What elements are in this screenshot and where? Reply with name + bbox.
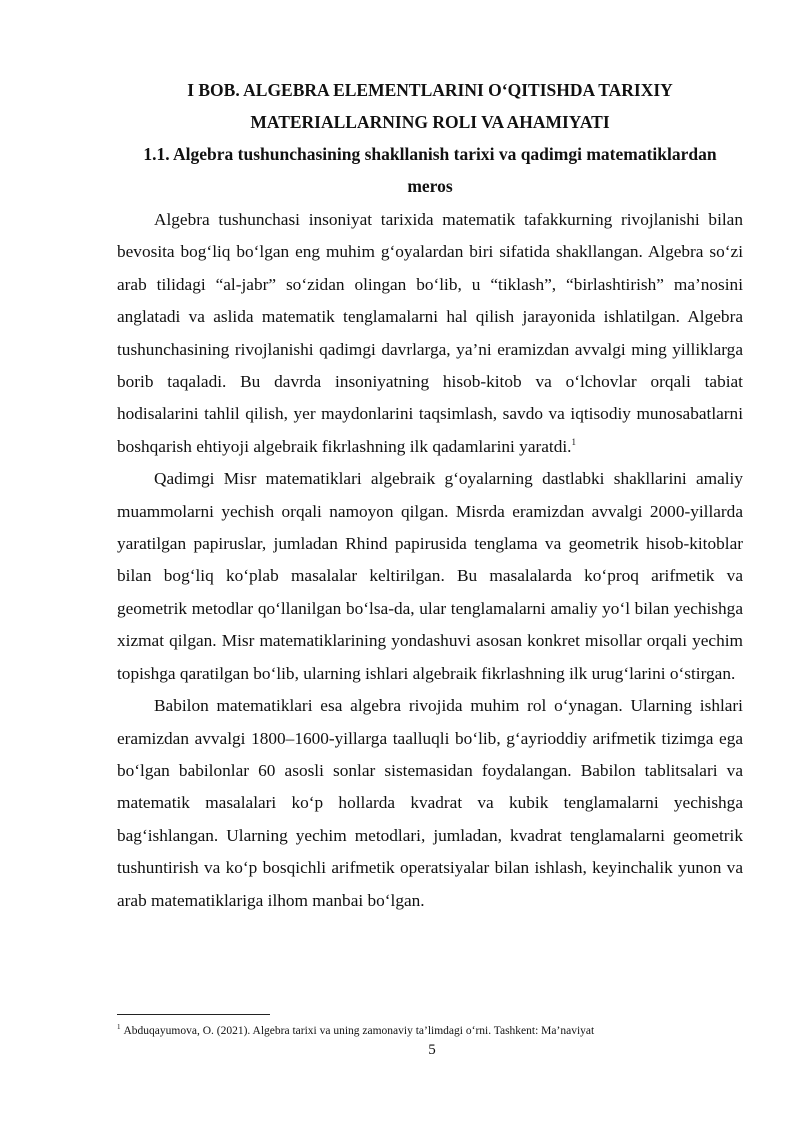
chapter-title-line-1: I BOB. ALGEBRA ELEMENTLARINI O‘QITISHDA TARIXIY: [187, 80, 673, 100]
paragraph-1-text: Algebra tushunchasi insoniyat tarixida matematik tafakkurning rivojlanishi bilan bevosita bog‘liq bo‘lgan eng muhim g‘oyalardan biri sifatida shakllangan. Algebra so‘zi arab tilidagi “al-jabr” so‘zidan olingan bo‘lib, u “tiklash”, “birlashtirish” ma’nosini anglatadi va aslida matematik tenglamalarni hal qilish jarayonida ishlatilgan. Algebra tushunchasining rivojlanishi qadimgi davrlarga, ya’ni eramizdan avvalgi ming yilliklarga borib taqaladi. Bu davrda insoniyatning hisob-kitob va o‘lchovlar orqali tabiat hodisalarini tahlil qilish, yer maydonlarini taqsimlash, savdo va iqtisodiy munosabatlarni boshqarish ehtiyoji algebraik fikrlashning ilk qadamlarini yaratdi.: [117, 210, 743, 456]
chapter-title: [117, 72, 743, 138]
chapter-title-line-2: MATERIALLARNING ROLI VA AHAMIYATI: [250, 112, 610, 132]
footnote: [117, 1024, 743, 1038]
section-title: [117, 138, 743, 202]
section-title-line-2: meros: [407, 176, 453, 196]
footnote-reference[interactable]: 1: [571, 437, 576, 448]
footnote-text: Abduqayumova, O. (2021). Algebra tarixi va uning zamonaviy ta’limdagi o‘rni. Tashkent: Ma’naviyat: [123, 1025, 595, 1037]
page-number: 5: [428, 1042, 436, 1058]
paragraph-3: Babilon matematiklari esa algebra rivojida muhim rol o‘ynagan. Ularning ishlari eramizdan avvalgi 1800–1600-yillarga taalluqli bo‘lib, g‘ayrioddiy arifmetik tizimga ega bo‘lgan babilonlar 60 asosli sonlar sistemasidan foydalangan. Babilon tablitsalari va matematik masalalari ko‘p hollarda kvadrat va kubik tenglamalarni yechishga bag‘ishlangan. Ularning yechim metodlari, jumladan, kvadrat tenglamalarni geometrik tushuntirish va ko‘p bosqichli arifmetik operatsiyalar bilan ishlash, keyinchalik yunon va arab matematiklariga ilhom manbai bo‘lgan.: [117, 696, 743, 910]
section-title-line-1: 1.1. Algebra tushunchasining shakllanish tarixi va qadimgi matematiklardan: [143, 144, 717, 164]
footnote-mark: 1: [117, 1023, 121, 1032]
paragraph-1: [117, 204, 743, 463]
page-body: [117, 72, 743, 917]
paragraph-2: Qadimgi Misr matematiklari algebraik g‘oyalarning dastlabki shakllarini amaliy muammolarni yechish orqali namoyon qilgan. Misrda eramizdan avvalgi 2000-yillarda yaratilgan papiruslar, jumladan Rhind papirusida tenglama va geometrik hisob-kitoblar bilan bog‘liq ko‘plab masalalar keltirilgan. Bu masalalarda ko‘proq arifmetik va geometrik metodlar qo‘llanilgan bo‘lsa-da, ular tenglamalarni amaliy yo‘l bilan yechishga xizmat qilgan. Misr matematiklarining yondashuvi asosan konkret misollar orqali yechim topishga qaratilgan bo‘lib, ularning ishlari algebraik fikrlashning ilk urug‘larini o‘stirgan.: [117, 469, 743, 683]
footnote-divider: [117, 1014, 270, 1015]
